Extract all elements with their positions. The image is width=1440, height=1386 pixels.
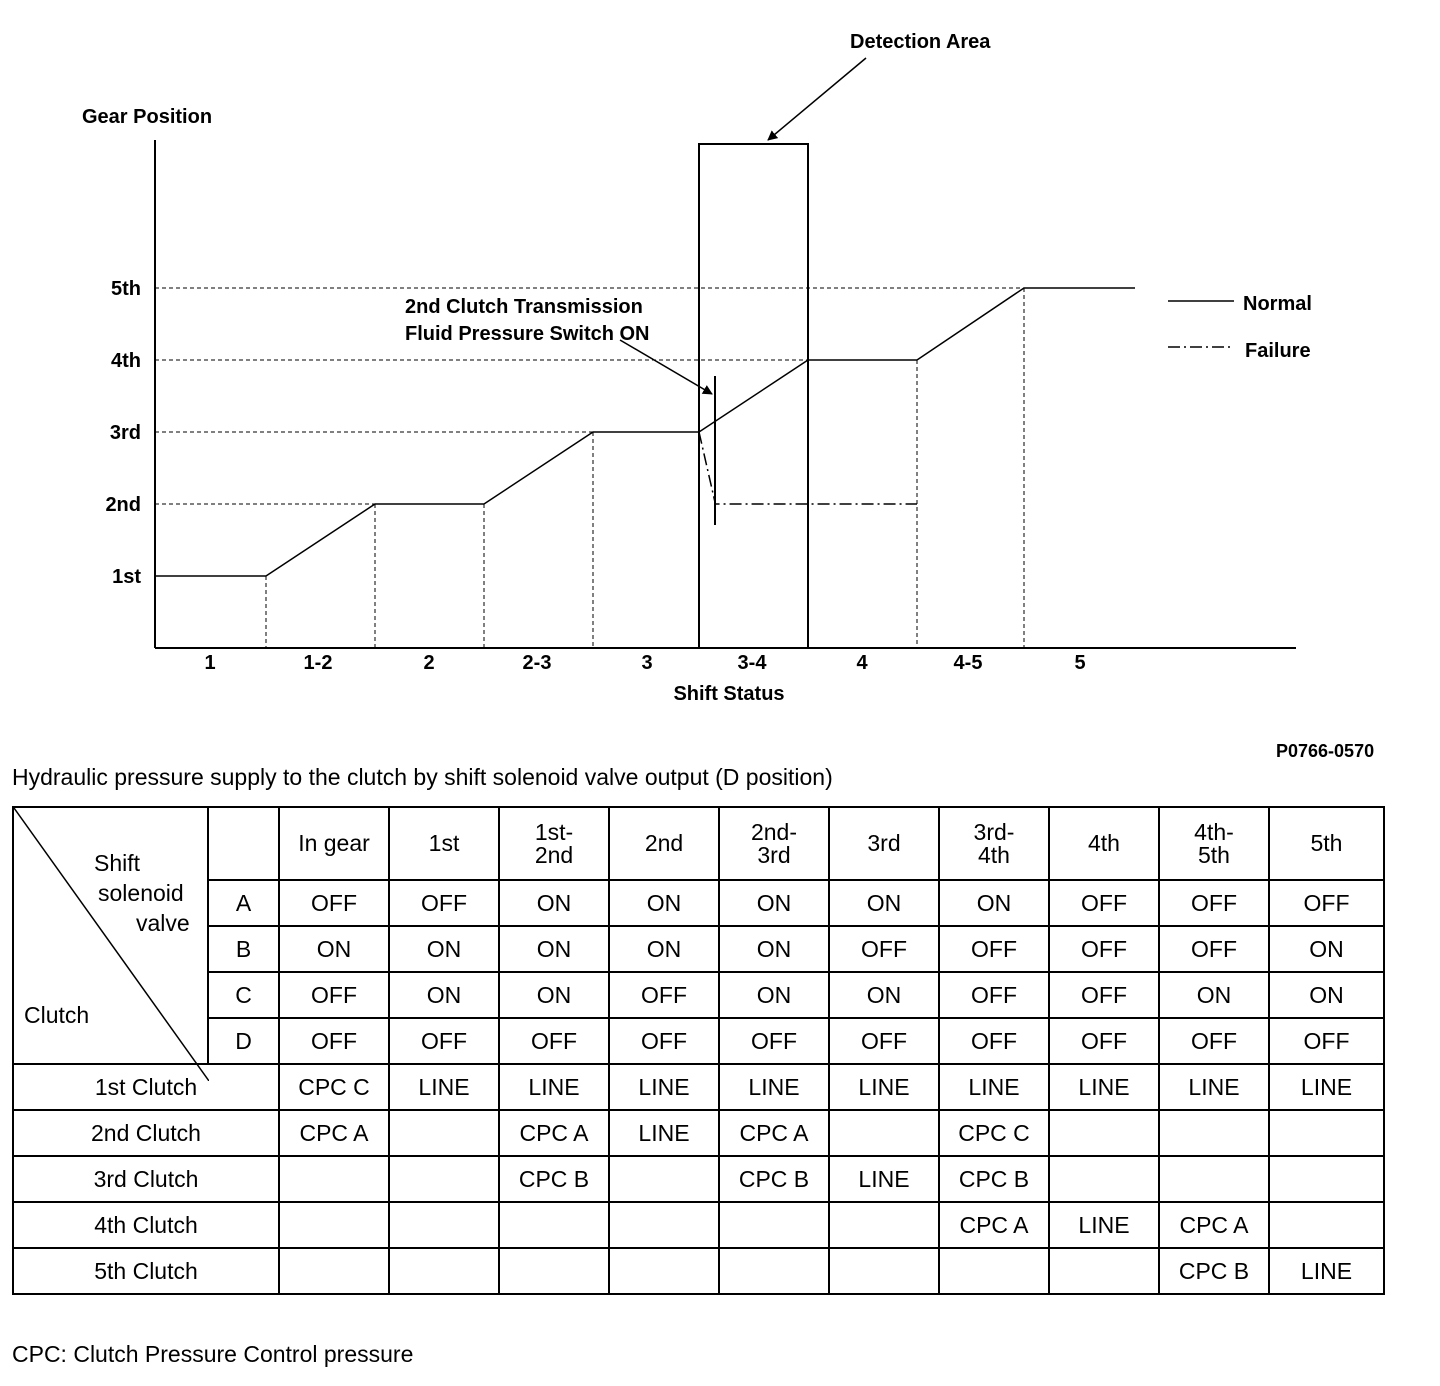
solenoid-state-cell: OFF: [1049, 1018, 1159, 1064]
solenoid-state-cell: ON: [829, 880, 939, 926]
clutch-pressure-cell: [279, 1156, 389, 1202]
clutch-pressure-cell: CPC B: [1159, 1248, 1269, 1294]
clutch-pressure-cell: LINE: [829, 1156, 939, 1202]
clutch-pressure-cell: CPC B: [939, 1156, 1049, 1202]
clutch-pressure-cell: LINE: [1269, 1064, 1384, 1110]
clutch-pressure-cell: [1269, 1202, 1384, 1248]
solenoid-state-cell: ON: [829, 972, 939, 1018]
solenoid-label: D: [208, 1018, 279, 1064]
legend: [1168, 293, 1312, 362]
clutch-pressure-cell: CPC C: [939, 1110, 1049, 1156]
solenoid-state-cell: ON: [389, 926, 499, 972]
solenoid-state-cell: OFF: [829, 1018, 939, 1064]
clutch-pressure-cell: LINE: [609, 1064, 719, 1110]
x-tick-label: 5: [1074, 652, 1086, 674]
solenoid-state-cell: OFF: [1049, 880, 1159, 926]
solenoid-state-cell: ON: [279, 926, 389, 972]
solenoid-state-cell: OFF: [609, 1018, 719, 1064]
clutch-pressure-cell: [1049, 1156, 1159, 1202]
solenoid-state-cell: ON: [1269, 926, 1384, 972]
clutch-pressure-cell: [279, 1202, 389, 1248]
solenoid-label: B: [208, 926, 279, 972]
column-header: 3rd- 4th: [939, 807, 1049, 880]
x-axis-title: Shift Status: [673, 683, 785, 705]
clutch-pressure-cell: [389, 1156, 499, 1202]
clutch-pressure-cell: [719, 1202, 829, 1248]
solenoid-state-cell: ON: [719, 926, 829, 972]
solenoid-state-cell: OFF: [1159, 1018, 1269, 1064]
clutch-pressure-cell: [609, 1248, 719, 1294]
clutch-pressure-cell: [829, 1202, 939, 1248]
column-header: In gear: [279, 807, 389, 880]
solenoid-state-cell: OFF: [939, 972, 1049, 1018]
clutch-pressure-cell: LINE: [1269, 1248, 1384, 1294]
clutch-pressure-cell: LINE: [1049, 1064, 1159, 1110]
column-header: 3rd: [829, 807, 939, 880]
solenoid-state-cell: OFF: [389, 1018, 499, 1064]
table-caption: Hydraulic pressure supply to the clutch by shift solenoid valve output (D position): [12, 764, 833, 790]
clutch-pressure-cell: [1159, 1110, 1269, 1156]
clutch-pressure-cell: [1049, 1248, 1159, 1294]
clutch-pressure-cell: [499, 1202, 609, 1248]
corner-diagonal: [14, 808, 209, 1081]
solenoid-state-cell: OFF: [719, 1018, 829, 1064]
solenoid-state-cell: OFF: [939, 926, 1049, 972]
solenoid-state-cell: ON: [939, 880, 1049, 926]
clutch-pressure-cell: LINE: [609, 1110, 719, 1156]
clutch-pressure-cell: [1269, 1110, 1384, 1156]
clutch-pressure-cell: CPC B: [719, 1156, 829, 1202]
header-blank: [208, 807, 279, 880]
detection-area-label: Detection Area: [850, 31, 991, 53]
solenoid-state-cell: OFF: [279, 972, 389, 1018]
clutch-pressure-cell: CPC C: [279, 1064, 389, 1110]
y-tick-labels: [105, 278, 141, 588]
column-header: 2nd: [609, 807, 719, 880]
column-header: 1st- 2nd: [499, 807, 609, 880]
footnote: CPC: Clutch Pressure Control pressure: [12, 1341, 414, 1367]
clutch-pressure-cell: [499, 1248, 609, 1294]
solenoid-label: A: [208, 880, 279, 926]
clutch-label: 4th Clutch: [13, 1202, 279, 1248]
solenoid-state-cell: OFF: [279, 880, 389, 926]
solenoid-state-cell: OFF: [609, 972, 719, 1018]
clutch-pressure-cell: [939, 1248, 1049, 1294]
clutch-pressure-cell: [389, 1202, 499, 1248]
y-tick-label: 2nd: [105, 494, 141, 516]
solenoid-state-cell: ON: [609, 880, 719, 926]
column-header: 4th: [1049, 807, 1159, 880]
clutch-pressure-cell: LINE: [389, 1064, 499, 1110]
clutch-pressure-cell: [1159, 1156, 1269, 1202]
x-tick-label: 3-4: [737, 652, 767, 674]
clutch-pressure-cell: [829, 1110, 939, 1156]
x-tick-label: 4: [856, 652, 868, 674]
solenoid-state-cell: OFF: [1159, 926, 1269, 972]
y-tick-label: 4th: [111, 350, 141, 372]
corner-valve: valve: [136, 910, 190, 936]
x-tick-label: 2: [423, 652, 435, 674]
solenoid-state-cell: OFF: [1269, 880, 1384, 926]
clutch-pressure-cell: CPC A: [499, 1110, 609, 1156]
legend-failure-label: Failure: [1245, 340, 1311, 362]
x-tick-labels: [204, 652, 1085, 674]
corner-header: [13, 807, 208, 1064]
solenoid-state-cell: OFF: [1049, 926, 1159, 972]
solenoid-state-cell: ON: [499, 880, 609, 926]
solenoid-state-cell: ON: [499, 972, 609, 1018]
clutch-pressure-cell: [389, 1110, 499, 1156]
clutch-pressure-cell: [609, 1156, 719, 1202]
x-tick-label: 2-3: [522, 652, 552, 674]
clutch-pressure-cell: [1269, 1156, 1384, 1202]
column-header: 1st: [389, 807, 499, 880]
clutch-pressure-cell: [719, 1248, 829, 1294]
y-axis-title: Gear Position: [82, 106, 213, 128]
clutch-label: 1st Clutch: [13, 1064, 279, 1110]
clutch-pressure-cell: LINE: [1049, 1202, 1159, 1248]
legend-normal-label: Normal: [1243, 293, 1312, 315]
solenoid-state-cell: ON: [499, 926, 609, 972]
clutch-pressure-cell: LINE: [719, 1064, 829, 1110]
solenoid-clutch-table: [12, 806, 1385, 1295]
x-tick-label: 1-2: [303, 652, 333, 674]
x-tick-label: 3: [641, 652, 653, 674]
clutch-pressure-cell: CPC A: [279, 1110, 389, 1156]
x-tick-label: 4-5: [953, 652, 983, 674]
x-tick-label: 1: [204, 652, 216, 674]
corner-solenoid: solenoid: [98, 880, 184, 906]
clutch-pressure-cell: LINE: [499, 1064, 609, 1110]
y-tick-label: 5th: [111, 278, 141, 300]
solenoid-state-cell: OFF: [389, 880, 499, 926]
clutch-pressure-cell: CPC A: [719, 1110, 829, 1156]
clutch-pressure-cell: LINE: [829, 1064, 939, 1110]
solenoid-state-cell: OFF: [499, 1018, 609, 1064]
clutch-pressure-cell: CPC A: [939, 1202, 1049, 1248]
clutch-pressure-cell: CPC B: [499, 1156, 609, 1202]
solenoid-state-cell: ON: [1159, 972, 1269, 1018]
clutch-pressure-cell: [1049, 1110, 1159, 1156]
solenoid-state-cell: ON: [389, 972, 499, 1018]
detection-area-arrow: [768, 58, 866, 140]
clutch-pressure-cell: [829, 1248, 939, 1294]
solenoid-state-cell: OFF: [829, 926, 939, 972]
corner-clutch: Clutch: [24, 1002, 90, 1028]
clutch-label: 5th Clutch: [13, 1248, 279, 1294]
clutch-pressure-cell: CPC A: [1159, 1202, 1269, 1248]
column-header: 2nd- 3rd: [719, 807, 829, 880]
solenoid-state-cell: OFF: [1049, 972, 1159, 1018]
solenoid-state-cell: ON: [609, 926, 719, 972]
column-header: 4th- 5th: [1159, 807, 1269, 880]
solenoid-state-cell: ON: [1269, 972, 1384, 1018]
solenoid-state-cell: OFF: [1159, 880, 1269, 926]
clutch-label: 2nd Clutch: [13, 1110, 279, 1156]
solenoid-state-cell: ON: [719, 880, 829, 926]
y-tick-label: 1st: [112, 566, 141, 588]
solenoid-state-cell: OFF: [279, 1018, 389, 1064]
clutch-pressure-cell: [609, 1202, 719, 1248]
clutch-pressure-cell: [389, 1248, 499, 1294]
column-header: 5th: [1269, 807, 1384, 880]
solenoid-state-cell: OFF: [939, 1018, 1049, 1064]
solenoid-label: C: [208, 972, 279, 1018]
solenoid-state-cell: ON: [719, 972, 829, 1018]
solenoid-state-cell: OFF: [1269, 1018, 1384, 1064]
clutch-pressure-cell: LINE: [939, 1064, 1049, 1110]
pressure-switch-label: 2nd Clutch Transmission Fluid Pressure Switch ON: [405, 296, 650, 345]
clutch-pressure-cell: [279, 1248, 389, 1294]
y-tick-label: 3rd: [109, 422, 141, 444]
figure-code: P0766-0570: [1276, 741, 1375, 761]
clutch-pressure-cell: LINE: [1159, 1064, 1269, 1110]
corner-shift: Shift: [94, 850, 141, 876]
clutch-label: 3rd Clutch: [13, 1156, 279, 1202]
